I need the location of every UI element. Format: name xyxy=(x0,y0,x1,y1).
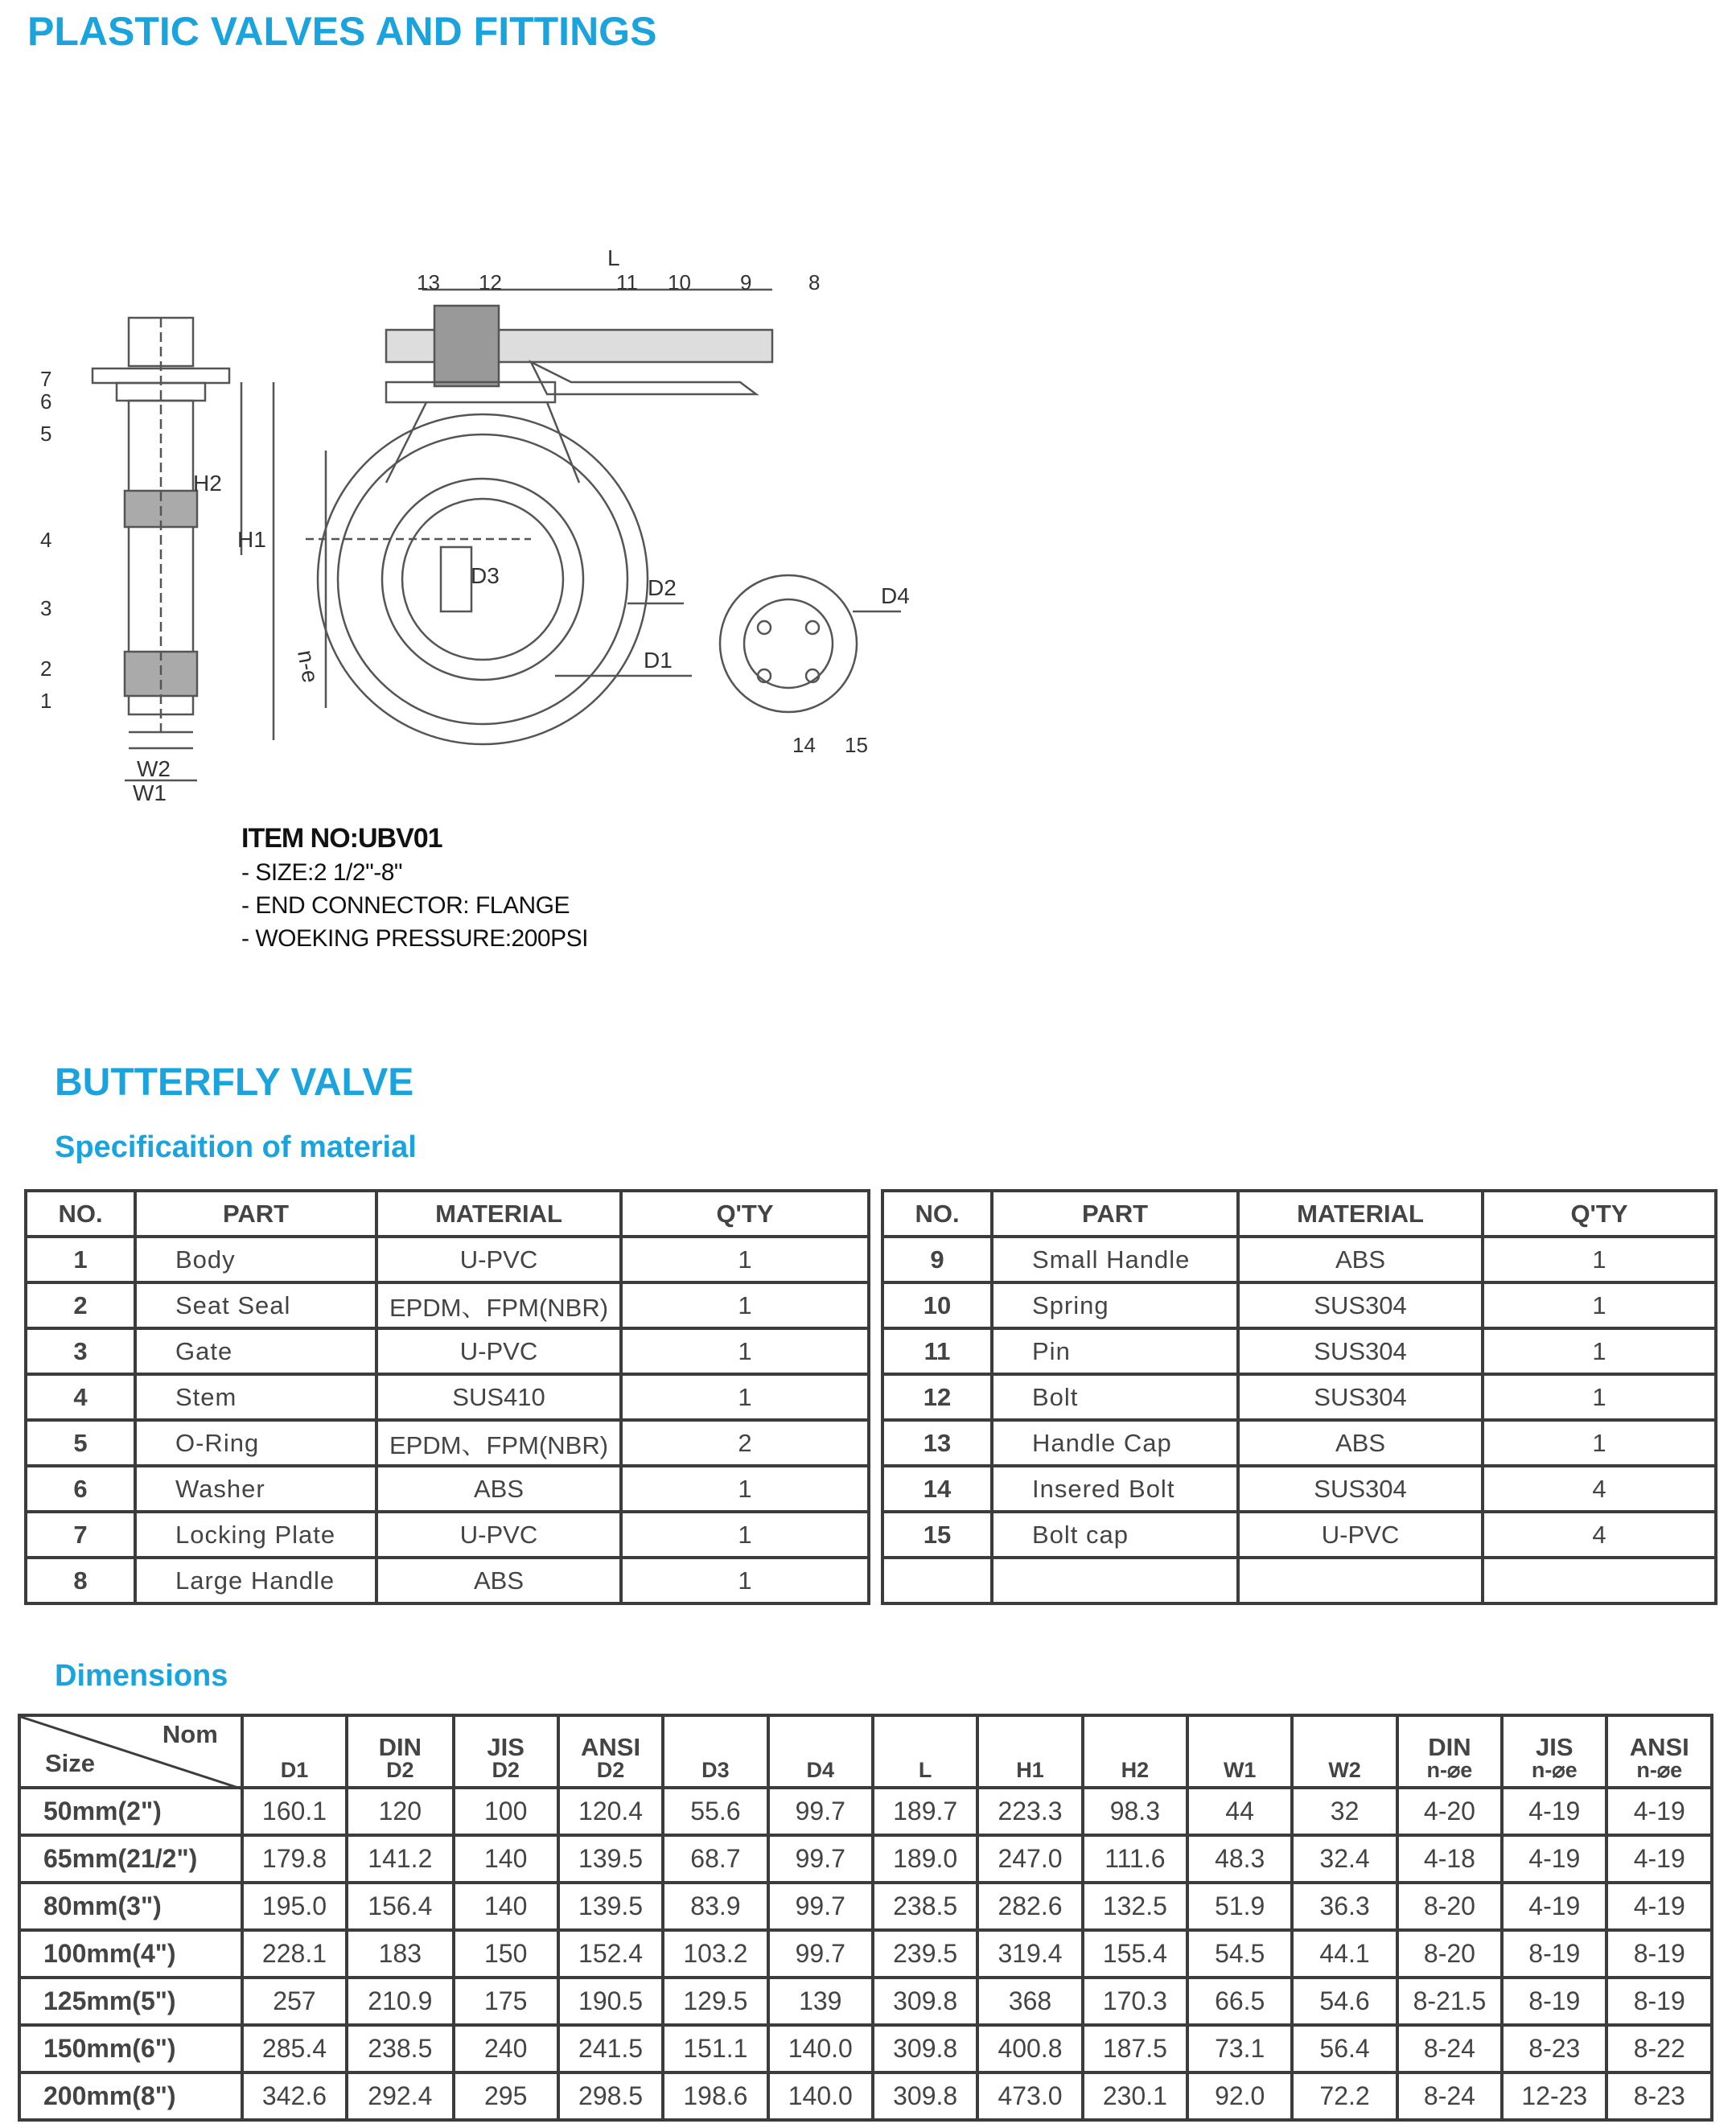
cell-part: Bolt xyxy=(992,1374,1238,1420)
col-d3 xyxy=(663,1715,767,1788)
cell-value: 111.6 xyxy=(1083,1835,1187,1883)
cell-size: 65mm(21/2") xyxy=(19,1835,242,1883)
item-info xyxy=(241,821,588,955)
cell-material: U-PVC xyxy=(1238,1512,1483,1558)
table-row xyxy=(26,1512,869,1558)
table-header-row xyxy=(882,1191,1716,1237)
cell-qty: 4 xyxy=(1483,1512,1716,1558)
cell-value: 292.4 xyxy=(347,2072,453,2120)
cell-value: 189.0 xyxy=(873,1835,977,1883)
cell-no: 14 xyxy=(882,1466,992,1512)
cell-part: Washer xyxy=(135,1466,376,1512)
cell-value: 160.1 xyxy=(242,1788,347,1835)
table-row xyxy=(882,1282,1716,1328)
cell-qty: 2 xyxy=(621,1420,869,1466)
cell-size: 50mm(2") xyxy=(19,1788,242,1835)
table-row xyxy=(26,1374,869,1420)
size-nom-corner xyxy=(19,1715,242,1788)
cell-value: 92.0 xyxy=(1187,2072,1292,2120)
svg-text:4: 4 xyxy=(40,528,52,552)
label-H2: H2 xyxy=(193,471,222,496)
cell-value: 100 xyxy=(454,1788,558,1835)
cell-value: 228.1 xyxy=(242,1930,347,1978)
cell-value: 156.4 xyxy=(347,1883,453,1930)
cell-value: 99.7 xyxy=(768,1835,873,1883)
table-row xyxy=(26,1282,869,1328)
cell-no: 7 xyxy=(26,1512,135,1558)
label-D3: D3 xyxy=(471,563,500,588)
svg-text:8: 8 xyxy=(808,270,821,294)
svg-text:2: 2 xyxy=(40,657,52,681)
cell-value: 187.5 xyxy=(1083,2025,1187,2072)
label-W1: W1 xyxy=(133,780,167,805)
col-qty: Q'TY xyxy=(621,1191,869,1237)
cell-value: 8-24 xyxy=(1397,2072,1502,2120)
cell-value: 139 xyxy=(768,1978,873,2025)
cell-value: 150 xyxy=(454,1930,558,1978)
cell-value: 195.0 xyxy=(242,1883,347,1930)
cell-part: Spring xyxy=(992,1282,1238,1328)
cell-qty: 1 xyxy=(1483,1374,1716,1420)
cell-value: 4-18 xyxy=(1397,1835,1502,1883)
cell-qty: 1 xyxy=(621,1237,869,1282)
table-row xyxy=(26,1237,869,1282)
table-row xyxy=(26,1466,869,1512)
cell-value: 309.8 xyxy=(873,2072,977,2120)
cell-value: 73.1 xyxy=(1187,2025,1292,2072)
cell-material: ABS xyxy=(1238,1237,1483,1282)
cell-value: 44 xyxy=(1187,1788,1292,1835)
cell-value: 151.1 xyxy=(663,2025,767,2072)
table-row xyxy=(19,1978,1712,2025)
cell-qty: 1 xyxy=(621,1558,869,1603)
col-part: PART xyxy=(135,1191,376,1237)
cell-value: 4-20 xyxy=(1397,1788,1502,1835)
cell-value: 223.3 xyxy=(977,1788,1082,1835)
table-row xyxy=(882,1512,1716,1558)
cell-no: 11 xyxy=(882,1328,992,1374)
cell-value: 319.4 xyxy=(977,1930,1082,1978)
col-h1 xyxy=(977,1715,1082,1788)
table-row xyxy=(26,1558,869,1603)
header-top: DIN xyxy=(378,1733,422,1761)
cell-qty: 4 xyxy=(1483,1466,1716,1512)
cell-material: SUS410 xyxy=(376,1374,621,1420)
cell-value: 99.7 xyxy=(768,1883,873,1930)
cell-part: Insered Bolt xyxy=(992,1466,1238,1512)
cell-value: 140 xyxy=(454,1883,558,1930)
cell-qty: 1 xyxy=(621,1328,869,1374)
cell-material: U-PVC xyxy=(376,1237,621,1282)
cell-value: 4-19 xyxy=(1606,1788,1712,1835)
cell-value: 183 xyxy=(347,1930,453,1978)
cell-part: O-Ring xyxy=(135,1420,376,1466)
cell-value: 4-19 xyxy=(1502,1788,1606,1835)
cell-value: 54.6 xyxy=(1292,1978,1397,2025)
material-spec-table-right xyxy=(881,1189,1717,1605)
col-ansi-ne xyxy=(1606,1715,1712,1788)
cell-value: 400.8 xyxy=(977,2025,1082,2072)
cell-value: 8-19 xyxy=(1502,1978,1606,2025)
label-W2: W2 xyxy=(137,756,171,781)
cell-qty: 1 xyxy=(621,1512,869,1558)
item-size: - SIZE:2 1/2"-8" xyxy=(241,859,403,886)
label-ne: n-e xyxy=(293,648,323,685)
table-row xyxy=(882,1466,1716,1512)
cell-value: 8-19 xyxy=(1606,1978,1712,2025)
spec-heading: Specificaition of material xyxy=(55,1130,417,1164)
cell-value: 190.5 xyxy=(558,1978,663,2025)
cell-part: Stem xyxy=(135,1374,376,1420)
cell-value: 72.2 xyxy=(1292,2072,1397,2120)
cell-part: Small Handle xyxy=(992,1237,1238,1282)
cell-size: 150mm(6") xyxy=(19,2025,242,2072)
cell-material: ABS xyxy=(376,1558,621,1603)
cell-value: 210.9 xyxy=(347,1978,453,2025)
cell-value: 129.5 xyxy=(663,1978,767,2025)
cell-qty: 1 xyxy=(1483,1420,1716,1466)
cell-qty xyxy=(1483,1558,1716,1603)
cell-value: 170.3 xyxy=(1083,1978,1187,2025)
cell-value: 55.6 xyxy=(663,1788,767,1835)
cell-size: 100mm(4") xyxy=(19,1930,242,1978)
label-D1: D1 xyxy=(644,648,673,673)
cell-part xyxy=(992,1558,1238,1603)
cell-material: SUS304 xyxy=(1238,1466,1483,1512)
header-bottom: D2 xyxy=(492,1758,520,1782)
svg-text:11: 11 xyxy=(616,270,638,294)
cell-value: 4-19 xyxy=(1502,1883,1606,1930)
cell-qty: 1 xyxy=(621,1466,869,1512)
cell-value: 83.9 xyxy=(663,1883,767,1930)
header-bottom: D3 xyxy=(701,1758,730,1782)
header-bottom: H2 xyxy=(1121,1758,1150,1782)
header-top: DIN xyxy=(1428,1733,1471,1761)
cell-value: 238.5 xyxy=(347,2025,453,2072)
cell-value: 285.4 xyxy=(242,2025,347,2072)
cell-no: 1 xyxy=(26,1237,135,1282)
header-bottom: L xyxy=(918,1758,932,1782)
cell-value: 48.3 xyxy=(1187,1835,1292,1883)
cell-part: Seat Seal xyxy=(135,1282,376,1328)
cell-value: 175 xyxy=(454,1978,558,2025)
cell-value: 230.1 xyxy=(1083,2072,1187,2120)
cell-value: 139.5 xyxy=(558,1835,663,1883)
cell-part: Pin xyxy=(992,1328,1238,1374)
cell-value: 309.8 xyxy=(873,2025,977,2072)
cell-value: 120.4 xyxy=(558,1788,663,1835)
cell-value: 8-19 xyxy=(1606,1930,1712,1978)
header-top: ANSI xyxy=(1629,1733,1689,1761)
cell-no: 15 xyxy=(882,1512,992,1558)
cell-size: 125mm(5") xyxy=(19,1978,242,2025)
cell-material: ABS xyxy=(376,1466,621,1512)
col-jis-d2 xyxy=(454,1715,558,1788)
cell-value: 155.4 xyxy=(1083,1930,1187,1978)
table-row xyxy=(19,1835,1712,1883)
valve-technical-drawing xyxy=(40,225,933,805)
col-jis-ne xyxy=(1502,1715,1606,1788)
cell-value: 8-22 xyxy=(1606,2025,1712,2072)
cell-material: SUS304 xyxy=(1238,1374,1483,1420)
col-d1 xyxy=(242,1715,347,1788)
cell-value: 240 xyxy=(454,2025,558,2072)
table-row xyxy=(19,1788,1712,1835)
cell-value: 54.5 xyxy=(1187,1930,1292,1978)
cell-value: 99.7 xyxy=(768,1930,873,1978)
col-w2 xyxy=(1292,1715,1397,1788)
nom-label: Nom xyxy=(162,1720,218,1748)
col-din-d2 xyxy=(347,1715,453,1788)
table-row xyxy=(882,1328,1716,1374)
cell-value: 239.5 xyxy=(873,1930,977,1978)
cell-value: 247.0 xyxy=(977,1835,1082,1883)
cell-value: 4-19 xyxy=(1502,1835,1606,1883)
cell-size: 80mm(3") xyxy=(19,1883,242,1930)
cell-value: 44.1 xyxy=(1292,1930,1397,1978)
cell-value: 179.8 xyxy=(242,1835,347,1883)
header-bottom: n-⌀e xyxy=(1636,1758,1683,1782)
label-L: L xyxy=(607,245,620,270)
cell-value: 238.5 xyxy=(873,1883,977,1930)
label-D4: D4 xyxy=(881,583,910,608)
cell-part: Body xyxy=(135,1237,376,1282)
cell-size: 200mm(8") xyxy=(19,2072,242,2120)
cell-value: 98.3 xyxy=(1083,1788,1187,1835)
col-material: MATERIAL xyxy=(376,1191,621,1237)
cell-value: 12-23 xyxy=(1502,2072,1606,2120)
cell-no: 8 xyxy=(26,1558,135,1603)
cell-value: 132.5 xyxy=(1083,1883,1187,1930)
col-no: NO. xyxy=(882,1191,992,1237)
label-D2: D2 xyxy=(648,575,677,600)
dimensions-table xyxy=(18,1714,1713,2122)
cell-part: Large Handle xyxy=(135,1558,376,1603)
header-bottom: W2 xyxy=(1328,1758,1361,1782)
cell-value: 120 xyxy=(347,1788,453,1835)
header-top: JIS xyxy=(1536,1733,1574,1761)
header-bottom: D2 xyxy=(596,1758,625,1782)
header-bottom: D4 xyxy=(806,1758,835,1782)
cell-value: 36.3 xyxy=(1292,1883,1397,1930)
item-end-connector: - END CONNECTOR: FLANGE xyxy=(241,892,570,919)
item-number: ITEM NO:UBV01 xyxy=(241,823,442,854)
cell-material: U-PVC xyxy=(376,1512,621,1558)
cell-value: 8-20 xyxy=(1397,1930,1502,1978)
col-ansi-d2 xyxy=(558,1715,663,1788)
cell-qty: 1 xyxy=(621,1282,869,1328)
dims-heading: Dimensions xyxy=(55,1659,228,1693)
cell-value: 8-21.5 xyxy=(1397,1978,1502,2025)
cell-part: Bolt cap xyxy=(992,1512,1238,1558)
cell-part: Handle Cap xyxy=(992,1420,1238,1466)
svg-text:9: 9 xyxy=(740,270,752,294)
cell-part: Locking Plate xyxy=(135,1512,376,1558)
col-qty: Q'TY xyxy=(1483,1191,1716,1237)
cell-no: 12 xyxy=(882,1374,992,1420)
cell-value: 241.5 xyxy=(558,2025,663,2072)
cell-no: 3 xyxy=(26,1328,135,1374)
cell-value: 295 xyxy=(454,2072,558,2120)
cell-value: 4-19 xyxy=(1606,1835,1712,1883)
svg-text:14: 14 xyxy=(792,733,816,757)
cell-value: 140 xyxy=(454,1835,558,1883)
cell-no: 4 xyxy=(26,1374,135,1420)
cell-qty: 1 xyxy=(1483,1328,1716,1374)
svg-text:1: 1 xyxy=(40,689,52,713)
cell-value: 32.4 xyxy=(1292,1835,1397,1883)
header-bottom: H1 xyxy=(1016,1758,1044,1782)
cell-qty: 1 xyxy=(1483,1282,1716,1328)
page-title: PLASTIC VALVES AND FITTINGS xyxy=(27,9,657,54)
cell-value: 32 xyxy=(1292,1788,1397,1835)
cell-value: 66.5 xyxy=(1187,1978,1292,2025)
svg-text:5: 5 xyxy=(40,422,52,446)
cell-value: 51.9 xyxy=(1187,1883,1292,1930)
table-row xyxy=(26,1328,869,1374)
col-no: NO. xyxy=(26,1191,135,1237)
header-bottom: n-⌀e xyxy=(1531,1758,1578,1782)
section-title: BUTTERFLY VALVE xyxy=(55,1061,414,1104)
header-bottom: n-⌀e xyxy=(1426,1758,1473,1782)
col-part: PART xyxy=(992,1191,1238,1237)
table-row xyxy=(882,1374,1716,1420)
svg-text:15: 15 xyxy=(845,733,868,757)
svg-text:7: 7 xyxy=(40,367,52,391)
table-row xyxy=(19,2025,1712,2072)
table-row xyxy=(19,2072,1712,2120)
size-label: Size xyxy=(45,1749,96,1777)
col-material: MATERIAL xyxy=(1238,1191,1483,1237)
cell-material: U-PVC xyxy=(376,1328,621,1374)
table-row xyxy=(882,1558,1716,1603)
table-row xyxy=(19,1883,1712,1930)
material-spec-table-left xyxy=(24,1189,870,1605)
col-w1 xyxy=(1187,1715,1292,1788)
cell-value: 309.8 xyxy=(873,1978,977,2025)
svg-text:3: 3 xyxy=(40,596,52,620)
svg-text:13: 13 xyxy=(417,270,440,294)
col-l xyxy=(873,1715,977,1788)
cell-value: 8-20 xyxy=(1397,1883,1502,1930)
cell-material: EPDM、FPM(NBR) xyxy=(376,1282,621,1328)
cell-value: 473.0 xyxy=(977,2072,1082,2120)
table-row xyxy=(19,1930,1712,1978)
cell-value: 103.2 xyxy=(663,1930,767,1978)
table-row xyxy=(882,1420,1716,1466)
cell-value: 140.0 xyxy=(768,2025,873,2072)
cell-no: 9 xyxy=(882,1237,992,1282)
cell-value: 298.5 xyxy=(558,2072,663,2120)
cell-value: 8-23 xyxy=(1606,2072,1712,2120)
cell-qty: 1 xyxy=(1483,1237,1716,1282)
cell-value: 8-23 xyxy=(1502,2025,1606,2072)
cell-no: 2 xyxy=(26,1282,135,1328)
cell-value: 99.7 xyxy=(768,1788,873,1835)
cell-material: SUS304 xyxy=(1238,1282,1483,1328)
cell-value: 257 xyxy=(242,1978,347,2025)
cell-qty: 1 xyxy=(621,1374,869,1420)
table-row xyxy=(26,1420,869,1466)
table-row xyxy=(882,1237,1716,1282)
cell-value: 8-24 xyxy=(1397,2025,1502,2072)
svg-text:12: 12 xyxy=(479,270,502,294)
header-bottom: W1 xyxy=(1223,1758,1257,1782)
cell-value: 152.4 xyxy=(558,1930,663,1978)
svg-text:10: 10 xyxy=(668,270,691,294)
cell-value: 4-19 xyxy=(1606,1883,1712,1930)
cell-value: 8-19 xyxy=(1502,1930,1606,1978)
table-header-row xyxy=(26,1191,869,1237)
cell-value: 282.6 xyxy=(977,1883,1082,1930)
header-top: ANSI xyxy=(581,1733,641,1761)
cell-no xyxy=(882,1558,992,1603)
cell-value: 189.7 xyxy=(873,1788,977,1835)
cell-material: ABS xyxy=(1238,1420,1483,1466)
cell-part: Gate xyxy=(135,1328,376,1374)
cell-value: 342.6 xyxy=(242,2072,347,2120)
cell-material: SUS304 xyxy=(1238,1328,1483,1374)
cell-no: 10 xyxy=(882,1282,992,1328)
cell-value: 68.7 xyxy=(663,1835,767,1883)
cell-value: 141.2 xyxy=(347,1835,453,1883)
col-din-ne xyxy=(1397,1715,1502,1788)
svg-text:6: 6 xyxy=(40,389,52,414)
cell-value: 140.0 xyxy=(768,2072,873,2120)
cell-no: 6 xyxy=(26,1466,135,1512)
cell-value: 368 xyxy=(977,1978,1082,2025)
item-working-pressure: - WOEKING PRESSURE:200PSI xyxy=(241,925,588,952)
cell-value: 139.5 xyxy=(558,1883,663,1930)
label-H1: H1 xyxy=(237,527,266,552)
header-bottom: D2 xyxy=(386,1758,414,1782)
cell-no: 13 xyxy=(882,1420,992,1466)
table-header-row xyxy=(19,1715,1712,1788)
cell-value: 198.6 xyxy=(663,2072,767,2120)
cell-material: EPDM、FPM(NBR) xyxy=(376,1420,621,1466)
header-bottom: D1 xyxy=(280,1758,309,1782)
col-d4 xyxy=(768,1715,873,1788)
cell-no: 5 xyxy=(26,1420,135,1466)
col-h2 xyxy=(1083,1715,1187,1788)
cell-material xyxy=(1238,1558,1483,1603)
cell-value: 56.4 xyxy=(1292,2025,1397,2072)
header-top: JIS xyxy=(487,1733,525,1761)
